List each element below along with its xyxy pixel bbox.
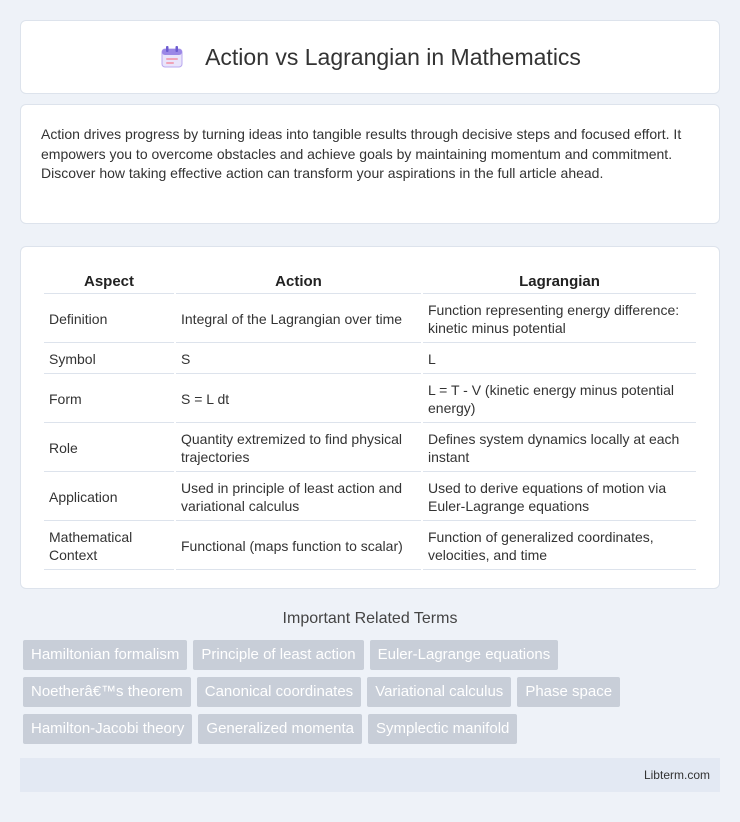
table-cell: Quantity extremized to find physical trajectories xyxy=(176,425,421,472)
related-term-tag[interactable]: Euler-Lagrange equations xyxy=(370,640,559,670)
table-cell: S xyxy=(176,345,421,374)
table-row xyxy=(44,523,696,570)
header-action: Action xyxy=(176,267,421,294)
table-cell: L = T - V (kinetic energy minus potential energy) xyxy=(423,376,696,423)
footer-site-link[interactable]: Libterm.com xyxy=(643,768,710,782)
table-cell: Mathematical Context xyxy=(44,523,174,570)
title-card xyxy=(20,20,720,94)
table-cell: Defines system dynamics locally at each instant xyxy=(423,425,696,472)
related-term-tag[interactable]: Generalized momenta xyxy=(198,714,362,744)
table-row xyxy=(44,345,696,374)
related-term-tag[interactable]: Canonical coordinates xyxy=(197,677,361,707)
related-term-tag[interactable]: Variational calculus xyxy=(367,677,511,707)
table-cell: Function representing energy difference: kinetic minus potential xyxy=(423,296,696,343)
related-term-tag[interactable]: Noetherâ€™s theorem xyxy=(23,677,191,707)
table-cell: Role xyxy=(44,425,174,472)
header-lagrangian: Lagrangian xyxy=(423,267,696,294)
related-term-tag[interactable]: Symplectic manifold xyxy=(368,714,517,744)
table-cell: Definition xyxy=(44,296,174,343)
intro-card xyxy=(20,104,720,224)
table-row xyxy=(44,376,696,423)
comparison-card xyxy=(20,246,720,589)
calendar-icon xyxy=(159,44,185,70)
intro-text: Action drives progress by turning ideas into tangible results through decisive steps and focused effort. It empowers you to overcome obstacles and achieve goals by maintaining momentum and commitment. Discover how taking effective action can transform your aspirations in the full article ahead. xyxy=(41,126,682,181)
header-aspect: Aspect xyxy=(44,267,174,294)
page-title: Action vs Lagrangian in Mathematics xyxy=(205,43,581,70)
table-header-row xyxy=(44,267,696,294)
table-cell: S = L dt xyxy=(176,376,421,423)
table-cell: Functional (maps function to scalar) xyxy=(176,523,421,570)
related-term-tag[interactable]: Hamiltonian formalism xyxy=(23,640,187,670)
related-terms-section xyxy=(20,610,720,744)
related-terms-heading: Important Related Terms xyxy=(282,610,458,627)
related-term-tag[interactable]: Principle of least action xyxy=(193,640,363,670)
table-cell: Integral of the Lagrangian over time xyxy=(176,296,421,343)
footer xyxy=(20,758,720,792)
related-term-tag[interactable]: Phase space xyxy=(517,677,620,707)
table-cell: Form xyxy=(44,376,174,423)
table-cell: L xyxy=(423,345,696,374)
table-row xyxy=(44,296,696,343)
table-row xyxy=(44,425,696,472)
related-term-tag[interactable]: Hamilton-Jacobi theory xyxy=(23,714,192,744)
related-terms-list xyxy=(20,640,720,744)
table-cell: Used in principle of least action and variational calculus xyxy=(176,474,421,521)
table-cell: Application xyxy=(44,474,174,521)
table-cell: Symbol xyxy=(44,345,174,374)
table-row xyxy=(44,474,696,521)
table-cell: Function of generalized coordinates, velocities, and time xyxy=(423,523,696,570)
comparison-table xyxy=(42,265,698,572)
table-cell: Used to derive equations of motion via Euler-Lagrange equations xyxy=(423,474,696,521)
